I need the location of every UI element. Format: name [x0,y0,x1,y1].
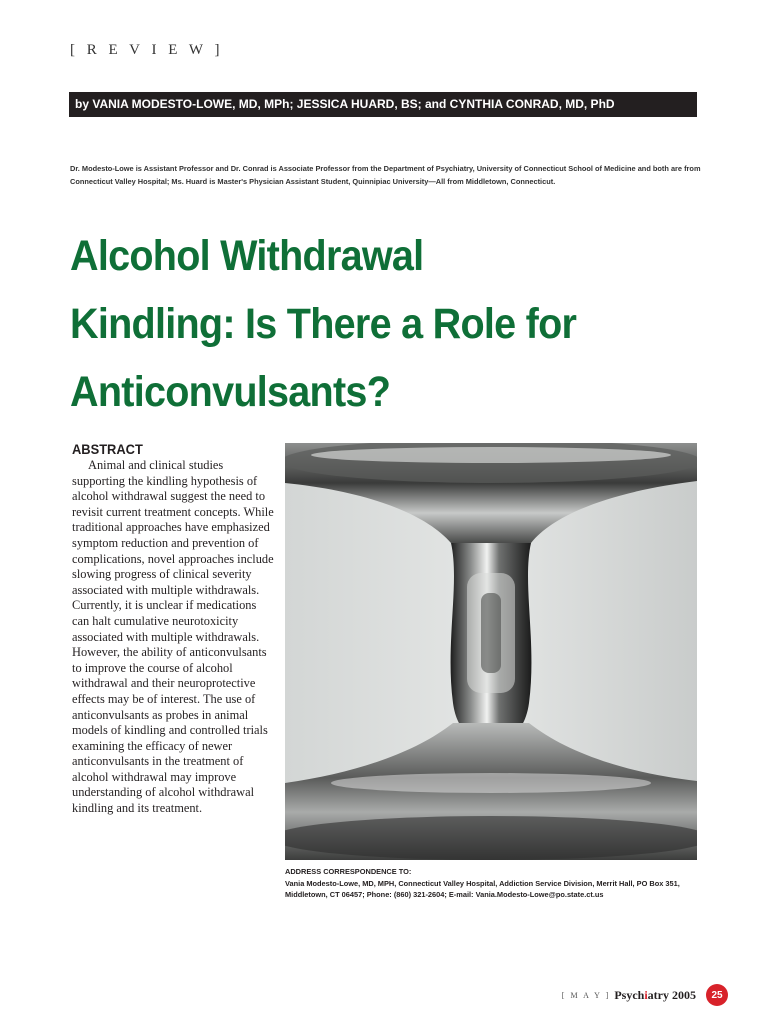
abstract-heading: ABSTRACT [72,441,143,457]
journal-name-accent: i [644,987,648,1002]
journal-name-end: atry 2005 [647,987,696,1002]
section-label: [ R E V I E W ] [70,42,224,58]
author-affiliation: Dr. Modesto-Lowe is Assistant Professor and Dr. Conrad is Associate Professor from the Department of Psychiatry, University of Connecticut School of Medicine and both are from Connecticut Valley Hospital; Ms. Huard is Master's Physician Assistant Student, Quinnipiac University—All from Middletown, Connecticut. [70,164,701,186]
glass-illustration [285,443,697,860]
title-line-2: Kindling: Is There a Role for [70,300,577,348]
wine-glass-stem-photo [285,443,697,860]
title-line-3: Anticonvulsants? [70,368,391,416]
author-byline: by VANIA MODESTO-LOWE, MD, MPh; JESSICA HUARD, BS; and CYNTHIA CONRAD, MD, PhD [75,97,615,111]
journal-name-start: Psych [614,987,645,1002]
page-number-badge: 25 [706,984,728,1006]
title-line-1: Alcohol Withdrawal [70,232,424,280]
correspondence-text: Vania Modesto-Lowe, MD, MPH, Connecticut Valley Hospital, Addiction Service Division, Merrit Hall, PO Box 351, Middletown, CT 06457; Phone: (860) 321-2604; E-mail: Vania.Modesto-Lowe@po.state.ct.us [285,878,680,899]
journal-name [614,988,696,1003]
correspondence-block [285,866,705,901]
correspondence-heading: ADDRESS CORRESPONDENCE TO: [285,867,412,876]
article-title [70,222,677,426]
abstract-body: Animal and clinical studies supporting the kindling hypothesis of alcohol withdrawal suggest the need to revisit current treatment concepts. While traditional approaches have emphasized symptom reduction and prevention of complications, novel approaches include slowing progress of clinical severity associated with multiple withdrawals. Currently, it is unclear if medications can halt cumulative neurotoxicity associated with multiple withdrawals. However, the ability of anticonvulsants to improve the course of alcohol withdrawal and their neuroprotective effects may be of interest. The use of anticonvulsants as probes in animal models of kindling and controlled trials examining the efficacy of newer anticonvulsants in the treatment of alcohol withdrawal may improve understanding of alcohol withdrawal kindling and its treatment. [72,458,274,816]
byline-bar [69,92,697,117]
page-footer [562,984,728,1006]
footer-month: [ M A Y ] [561,990,611,1000]
